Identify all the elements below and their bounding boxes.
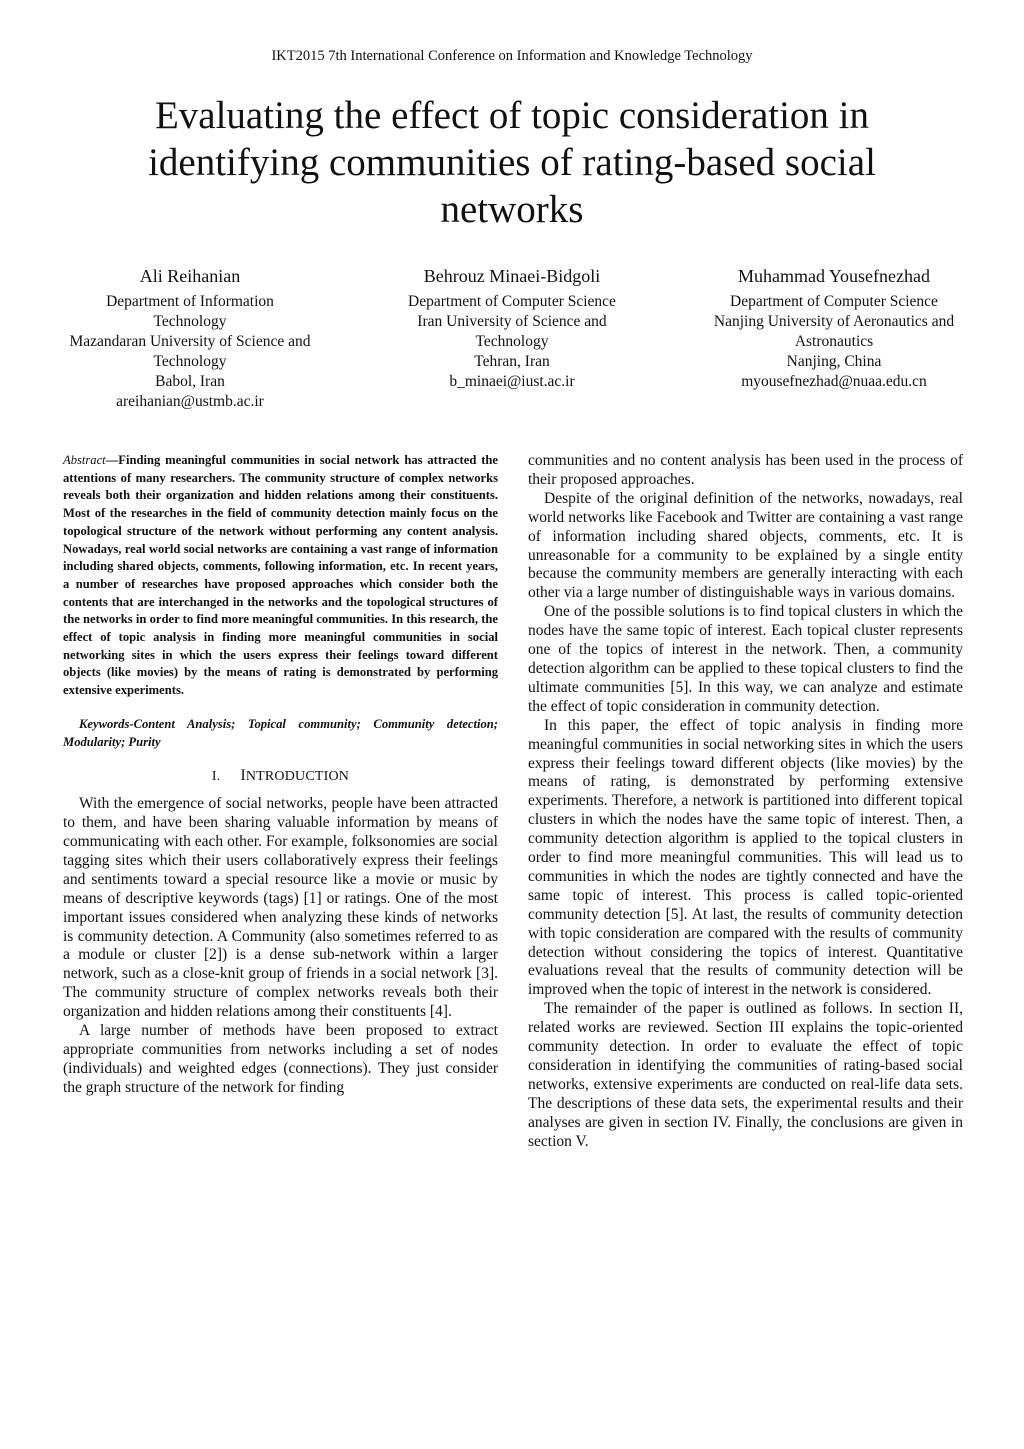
paragraph: With the emergence of social networks, people have been attracted to them, and have been sharing valuable information by means of communicating with each other. For example, folksonomies are social tagging sites which their users collaboratively express their feelings and sentiments toward a special resource like a movie or music by means of descriptive keywords (tags) [1] or ratings. One of the most important issues considered when analyzing these kinds of networks is community detection. A Community (also sometimes referred to as a module or cluster [2]) is a dense sub-network within a larger network, such as a close-knit group of friends in a social network [3]. The community structure of complex networks reveals both their organization and hidden relations among their constituents [4]. [63, 795, 498, 1021]
paragraph: Despite of the original definition of the networks, nowadays, real world networks like Facebook and Twitter are containing a vast range of information including shared objects, comments, etc. It is unreasonable for a community to be explained by a single entity because the community members are generally interacting with each other via a large number of distinguishable ways in various domains. [528, 489, 963, 602]
author-affiliation-line: Technology [475, 333, 549, 350]
abstract-label: Abstract [63, 453, 106, 467]
keywords: Keywords-Content Analysis; Topical community; Community detection; Modularity; Purity [63, 716, 498, 749]
paragraph: A large number of methods have been proposed to extract appropriate communities from networks including a set of nodes (individuals) and weighted edges (connections). They just consider the graph structure of the network for finding [63, 1022, 498, 1096]
author-location: Tehran, Iran [474, 353, 550, 370]
author-email: b_minaei@iust.ac.ir [449, 373, 575, 390]
paragraph: One of the possible solutions is to find topical clusters in which the nodes have the same topic of interest. Each topical cluster represents one of the topics of interest in the network. Then, a community detection algorithm can be applied to these topical clusters to find the ultimate communities [5]. In this way, we can analyze and estimate the effect of topic consideration in community detection. [528, 603, 963, 715]
abstract-text: Finding meaningful communities in social network has attracted the attentions of many researchers. The community structure of complex networks reveals both their organization and hidden relations among their constituents. Most of the researches in the field of community detection mainly focus on the topological structure of the network without performing any content analysis. Nowadays, real world social networks are containing a vast range of information including shared objects, comments, following information, etc. In recent years, a number of researches have proposed approaches which consider both the contents that are interchanged in the networks and the topological structures of the networks in order to find more meaningful communities. In this research, the effect of topic analysis in finding more meaningful communities in social networking sites in which the users express their feelings toward different objects (like movies) by the means of rating is demonstrated by performing extensive experiments. [63, 453, 498, 698]
author-affiliation-line: Technology [153, 353, 227, 370]
section-number: I. [211, 769, 221, 785]
paper-title: Evaluating the effect of topic consideration in identifying communities of rating-based social networks [148, 94, 876, 231]
paragraph-continuation: communities and no content analysis has been used in the process of their proposed approaches. [528, 452, 963, 488]
author-email: myousefnezhad@nuaa.edu.cn [741, 373, 927, 390]
author-affiliation-line: Mazandaran University of Science and [69, 333, 311, 350]
author-block [40, 264, 984, 412]
section-title-rest: NTRODUCTION [245, 769, 350, 785]
abstract [63, 452, 498, 700]
author-affiliation-line: Department of Computer Science [408, 293, 616, 310]
author-affiliation-line: Department of Computer Science [730, 293, 938, 310]
author-location: Nanjing, China [786, 353, 882, 370]
abstract-dash: — [105, 453, 119, 467]
right-column [528, 452, 963, 1152]
author-name: Behrouz Minaei-Bidgoli [423, 266, 601, 286]
author-affiliation-line: Technology [153, 313, 227, 330]
author-affiliation-line: Iran University of Science and [417, 313, 607, 330]
author-2 [362, 264, 662, 412]
left-column [63, 452, 498, 1098]
paragraph: In this paper, the effect of topic analysis in finding more meaningful communities in social networking sites in which the users express their feelings toward different objects (like movies) by the means of rating, is demonstrated by performing extensive experiments. Therefore, a network is partitioned into different topical clusters in which the nodes have the same topic of interest. Then, a community detection algorithm is applied to the topical clusters in order to find more meaningful communities. This will lead us to communities in which the nodes are tightly connected and have the same topic of interest. This process is called topic-oriented community detection [5]. At last, the results of community detection with topic consideration are compared with the results of community detection without considering the topics of interest. Quantitative evaluations reveal that the results of community detection will be improved when the topic of interest in the network is considered. [528, 716, 963, 999]
conference-header: IKT2015 7th International Conference on Information and Knowledge Technology [271, 48, 753, 64]
author-email: areihanian@ustmb.ac.ir [116, 393, 264, 410]
author-name: Muhammad Yousefnezhad [738, 266, 930, 286]
author-location: Babol, Iran [155, 373, 225, 390]
paragraph: The remainder of the paper is outlined as follows. In section II, related works are reviewed. Section III explains the topic-oriented community detection. In order to evaluate the effect of topic consideration in identifying the communities of rating-based social networks, extensive experiments are conducted on real-life data sets. The descriptions of these data sets, the experimental results and their analyses are given in section IV. Finally, the conclusions are given in section V. [528, 1000, 963, 1150]
author-3 [684, 264, 984, 412]
author-name: Ali Reihanian [139, 266, 241, 286]
section-heading-introduction [63, 767, 498, 787]
author-1 [40, 264, 340, 412]
author-affiliation-line: Nanjing University of Aeronautics and [713, 313, 955, 330]
author-affiliation-line: Astronautics [794, 333, 874, 350]
author-affiliation-line: Department of Information [106, 293, 274, 310]
section-title-initial: I [240, 767, 246, 785]
